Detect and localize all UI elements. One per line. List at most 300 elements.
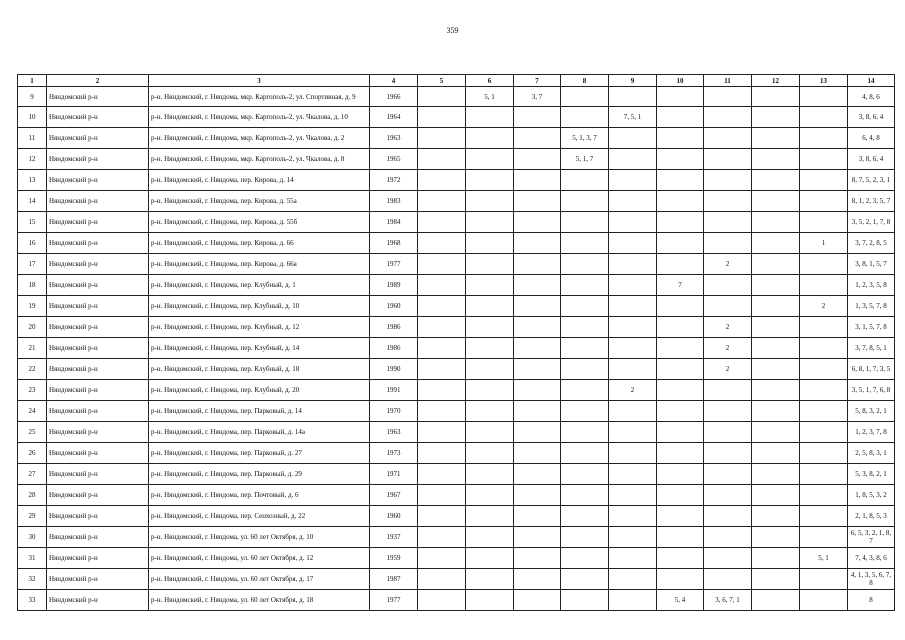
table-cell [418, 590, 466, 611]
table-cell: р-н. Няндомский, г. Няндома, пер. Почтовый, д. 6 [149, 485, 370, 506]
table-cell: 3, 5, 2, 1, 7, 8 [848, 212, 895, 233]
table-cell [657, 338, 704, 359]
table-cell [418, 233, 466, 254]
table-cell [752, 296, 800, 317]
table-cell: 4, 8, 6 [848, 87, 895, 107]
table-cell: р-н. Няндомский, г. Няндома, пер. Парковый, д. 14 [149, 401, 370, 422]
table-cell [704, 422, 752, 443]
table-cell [609, 170, 657, 191]
table-cell [800, 485, 848, 506]
table-cell [514, 443, 561, 464]
table-cell [514, 506, 561, 527]
table-row [18, 317, 895, 338]
table-cell [609, 443, 657, 464]
table-cell [514, 233, 561, 254]
table-cell [752, 233, 800, 254]
table-cell: Няндомский р-н [47, 359, 149, 380]
table-cell [466, 233, 514, 254]
table-cell [752, 254, 800, 275]
table-cell: 3, 7, 8, 5, 1 [848, 338, 895, 359]
table-cell [752, 464, 800, 485]
table-cell: 1, 2, 3, 5, 8 [848, 275, 895, 296]
table-cell [514, 254, 561, 275]
table-cell [561, 191, 609, 212]
table-cell [657, 443, 704, 464]
table-cell: 5, 1 [466, 87, 514, 107]
table-cell: 6, 5, 3, 2, 1, 8, 7 [848, 527, 895, 548]
table-cell [752, 87, 800, 107]
table-cell [752, 170, 800, 191]
table-cell [418, 422, 466, 443]
table-cell: 9 [18, 87, 47, 107]
table-cell: 31 [18, 548, 47, 569]
table-cell [657, 527, 704, 548]
table-cell: 1968 [370, 233, 418, 254]
table-cell [466, 170, 514, 191]
table-cell [609, 317, 657, 338]
table-cell: 18 [18, 275, 47, 296]
table-cell: 28 [18, 485, 47, 506]
table-cell: р-н. Няндомский, г. Няндома, пер. Клубный, д. 12 [149, 317, 370, 338]
table-cell: 29 [18, 506, 47, 527]
column-header: 2 [47, 75, 149, 87]
table-cell [466, 422, 514, 443]
table-row [18, 296, 895, 317]
table-cell [514, 191, 561, 212]
table-cell [752, 317, 800, 338]
table-cell [514, 338, 561, 359]
table-cell [418, 87, 466, 107]
table-cell: р-н. Няндомский, г. Няндома, ул. 60 лет Октября, д. 18 [149, 590, 370, 611]
table-cell: 19 [18, 296, 47, 317]
table-cell [418, 191, 466, 212]
table-cell: 1959 [370, 548, 418, 569]
table-cell [418, 527, 466, 548]
table-row [18, 128, 895, 149]
table-cell: 1987 [370, 569, 418, 590]
table-cell [752, 149, 800, 170]
table-cell [466, 590, 514, 611]
table-cell: 6, 4, 8 [848, 128, 895, 149]
table-cell: 1965 [370, 149, 418, 170]
table-cell: Няндомский р-н [47, 87, 149, 107]
table-cell [752, 191, 800, 212]
table-cell: р-н. Няндомский, г. Няндома, мкр. Каргополь-2, ул. Чкалова, д. 2 [149, 128, 370, 149]
table-cell [752, 128, 800, 149]
table-cell: р-н. Няндомский, г. Няндома, пер. Кирова, д. 66а [149, 254, 370, 275]
table-cell [752, 422, 800, 443]
table-cell: 7, 5, 1 [609, 107, 657, 128]
table-header [18, 75, 895, 87]
table-cell: 1986 [370, 317, 418, 338]
table-cell [752, 212, 800, 233]
table-cell [800, 506, 848, 527]
table-cell: Няндомский р-н [47, 506, 149, 527]
table-cell: 1937 [370, 527, 418, 548]
table-cell: 8, 1, 2, 3, 5, 7 [848, 191, 895, 212]
table-cell [514, 170, 561, 191]
table-cell [704, 107, 752, 128]
table-cell [418, 569, 466, 590]
table-cell: 2 [704, 254, 752, 275]
table-cell [800, 107, 848, 128]
table-cell [561, 338, 609, 359]
table-cell [657, 191, 704, 212]
table-cell [609, 338, 657, 359]
table-cell [418, 149, 466, 170]
table-cell [752, 506, 800, 527]
table-row [18, 254, 895, 275]
table-cell [800, 359, 848, 380]
table-cell: 1, 2, 3, 7, 8 [848, 422, 895, 443]
table-cell: Няндомский р-н [47, 254, 149, 275]
table-cell: 5, 3, 8, 2, 1 [848, 464, 895, 485]
column-header: 11 [704, 75, 752, 87]
table-cell: 2 [800, 296, 848, 317]
table-row [18, 380, 895, 401]
table-cell [704, 128, 752, 149]
table-cell: 1, 8, 5, 3, 2 [848, 485, 895, 506]
table-cell [561, 87, 609, 107]
table-cell [800, 338, 848, 359]
table-cell: 5, 8, 3, 2, 1 [848, 401, 895, 422]
table-cell [800, 87, 848, 107]
table-cell: Няндомский р-н [47, 590, 149, 611]
table-cell: 3, 6, 7, 1 [704, 590, 752, 611]
table-cell [609, 464, 657, 485]
table-cell: р-н. Няндомский, г. Няндома, ул. 60 лет Октября, д. 12 [149, 548, 370, 569]
table-cell: 3, 1, 5, 7, 8 [848, 317, 895, 338]
table-cell: 1973 [370, 443, 418, 464]
table-cell: Няндомский р-н [47, 527, 149, 548]
column-header: 10 [657, 75, 704, 87]
table-cell [514, 359, 561, 380]
table-row [18, 590, 895, 611]
column-header: 5 [418, 75, 466, 87]
table-cell [704, 191, 752, 212]
table-cell: 11 [18, 128, 47, 149]
table-cell: 20 [18, 317, 47, 338]
table-cell [704, 548, 752, 569]
table-cell: 21 [18, 338, 47, 359]
table-cell [418, 317, 466, 338]
table-row [18, 506, 895, 527]
table-cell [752, 275, 800, 296]
table-cell [466, 527, 514, 548]
table-cell: 4, 1, 3, 5, 6, 7, 8 [848, 569, 895, 590]
table-row [18, 191, 895, 212]
table-cell: 1 [800, 233, 848, 254]
table-cell: 1960 [370, 296, 418, 317]
table-cell [800, 527, 848, 548]
table-cell [561, 401, 609, 422]
table-cell: 1971 [370, 464, 418, 485]
table-cell [609, 128, 657, 149]
table-cell [514, 548, 561, 569]
table-cell: Няндомский р-н [47, 107, 149, 128]
column-header: 1 [18, 75, 47, 87]
table-cell [609, 590, 657, 611]
table-cell [800, 464, 848, 485]
table-cell: 5, 4 [657, 590, 704, 611]
table-cell [514, 149, 561, 170]
table-cell [466, 149, 514, 170]
table-cell [704, 149, 752, 170]
table-cell: Няндомский р-н [47, 464, 149, 485]
table-cell [466, 548, 514, 569]
table-cell: 1991 [370, 380, 418, 401]
table-cell [466, 485, 514, 506]
table-cell: р-н. Няндомский, г. Няндома, пер. Кирова, д. 55б [149, 212, 370, 233]
table-cell [657, 548, 704, 569]
table-cell: 7, 4, 3, 8, 6 [848, 548, 895, 569]
table-cell: р-н. Няндомский, г. Няндома, ул. 60 лет Октября, д. 17 [149, 569, 370, 590]
table-cell [752, 401, 800, 422]
table-cell [609, 548, 657, 569]
table-cell: Няндомский р-н [47, 233, 149, 254]
column-header: 9 [609, 75, 657, 87]
table-cell [704, 296, 752, 317]
table-cell [752, 590, 800, 611]
table-cell: 24 [18, 401, 47, 422]
table-cell: 3, 8, 6, 4 [848, 149, 895, 170]
table-cell [704, 485, 752, 506]
table-cell [466, 212, 514, 233]
table-cell [657, 506, 704, 527]
table-row [18, 443, 895, 464]
table-cell [514, 569, 561, 590]
table-cell [609, 87, 657, 107]
table-cell: 3, 7 [514, 87, 561, 107]
table-cell [800, 590, 848, 611]
table-body [18, 87, 895, 611]
table-cell [657, 422, 704, 443]
table-cell [514, 464, 561, 485]
table-cell: 1963 [370, 422, 418, 443]
table-cell [466, 338, 514, 359]
table-cell: Няндомский р-н [47, 275, 149, 296]
table-cell: 2 [704, 359, 752, 380]
table-cell: 32 [18, 569, 47, 590]
table-cell [561, 380, 609, 401]
table-cell: 1966 [370, 87, 418, 107]
table-cell: Няндомский р-н [47, 212, 149, 233]
table-cell: 26 [18, 443, 47, 464]
table-cell [657, 296, 704, 317]
table-row [18, 359, 895, 380]
table-cell [418, 464, 466, 485]
table-cell: р-н. Няндомский, г. Няндома, пер. Клубный, д. 1 [149, 275, 370, 296]
table-cell: 2, 5, 8, 3, 1 [848, 443, 895, 464]
table-cell [466, 296, 514, 317]
table-cell: 1983 [370, 191, 418, 212]
table-cell [657, 87, 704, 107]
table-cell: 1990 [370, 359, 418, 380]
table-cell [800, 149, 848, 170]
table-cell [561, 506, 609, 527]
table-cell: 12 [18, 149, 47, 170]
table-cell [609, 359, 657, 380]
table-cell: 1967 [370, 485, 418, 506]
table-cell: 23 [18, 380, 47, 401]
table-cell: 5, 1 [800, 548, 848, 569]
table-cell: 1977 [370, 590, 418, 611]
table-cell: р-н. Няндомский, г. Няндома, мкр. Каргополь-2, ул. Спортивная, д. 9 [149, 87, 370, 107]
table-cell [466, 128, 514, 149]
table-cell: 1, 3, 5, 7, 8 [848, 296, 895, 317]
table-cell [704, 275, 752, 296]
table-cell [561, 569, 609, 590]
table-cell [704, 506, 752, 527]
table-cell: р-н. Няндомский, г. Няндома, пер. Клубный, д. 20 [149, 380, 370, 401]
table-cell [418, 506, 466, 527]
table-cell [752, 485, 800, 506]
table-cell [800, 422, 848, 443]
table-cell: р-н. Няндомский, г. Няндома, пер. Клубный, д. 14 [149, 338, 370, 359]
table-cell: Няндомский р-н [47, 380, 149, 401]
table-cell [800, 191, 848, 212]
table-cell [514, 107, 561, 128]
register-table [17, 74, 895, 611]
table-row [18, 149, 895, 170]
table-cell [657, 317, 704, 338]
table-cell [514, 590, 561, 611]
column-header: 3 [149, 75, 370, 87]
table-cell: 1964 [370, 107, 418, 128]
table-cell [418, 380, 466, 401]
table-cell: 25 [18, 422, 47, 443]
table-cell [609, 485, 657, 506]
table-row [18, 485, 895, 506]
table-cell [418, 254, 466, 275]
table-cell [704, 401, 752, 422]
table-cell: 2, 1, 8, 5, 3 [848, 506, 895, 527]
table-cell [418, 107, 466, 128]
table-cell [609, 506, 657, 527]
table-cell: Няндомский р-н [47, 338, 149, 359]
table-cell [466, 506, 514, 527]
table-cell [609, 275, 657, 296]
table-cell [704, 170, 752, 191]
table-cell: 14 [18, 191, 47, 212]
table-cell [466, 569, 514, 590]
table-cell [514, 380, 561, 401]
table-cell [657, 170, 704, 191]
table-cell [609, 296, 657, 317]
table-row [18, 548, 895, 569]
table-cell [514, 317, 561, 338]
table-cell: 2 [704, 317, 752, 338]
column-header: 12 [752, 75, 800, 87]
table-cell [514, 296, 561, 317]
table-cell: Няндомский р-н [47, 191, 149, 212]
table-cell [418, 212, 466, 233]
table-cell: 1963 [370, 128, 418, 149]
table-cell [752, 359, 800, 380]
table-cell: р-н. Няндомский, г. Няндома, пер. Парковый, д. 14а [149, 422, 370, 443]
table-cell [561, 296, 609, 317]
table-cell: 1972 [370, 170, 418, 191]
table-cell [800, 170, 848, 191]
table-cell: 33 [18, 590, 47, 611]
table-cell: 1986 [370, 338, 418, 359]
table-cell: 8 [848, 590, 895, 611]
table-cell [561, 464, 609, 485]
table-cell [561, 212, 609, 233]
table-cell [657, 401, 704, 422]
table-cell: 1984 [370, 212, 418, 233]
table-cell [418, 128, 466, 149]
table-cell [561, 317, 609, 338]
table-cell [752, 569, 800, 590]
table-cell [657, 212, 704, 233]
table-cell: р-н. Няндомский, г. Няндома, пер. Сенхозный, д. 22 [149, 506, 370, 527]
table-cell [514, 422, 561, 443]
table-cell [466, 254, 514, 275]
table-cell [418, 296, 466, 317]
table-cell [561, 485, 609, 506]
table-cell [609, 569, 657, 590]
table-cell [466, 464, 514, 485]
table-cell [609, 149, 657, 170]
table-cell: р-н. Няндомский, г. Няндома, пер. Парковый, д. 27 [149, 443, 370, 464]
table-cell: 22 [18, 359, 47, 380]
table-cell: р-н. Няндомский, г. Няндома, пер. Кирова, д. 14 [149, 170, 370, 191]
table-cell: 3, 7, 2, 8, 5 [848, 233, 895, 254]
table-cell [561, 443, 609, 464]
table-cell [657, 485, 704, 506]
table-row [18, 107, 895, 128]
table-cell: 6, 8, 1, 7, 3, 5 [848, 359, 895, 380]
table-cell [466, 380, 514, 401]
table-cell: р-н. Няндомский, г. Няндома, ул. 60 лет Октября, д. 10 [149, 527, 370, 548]
table-cell [657, 149, 704, 170]
table-row [18, 569, 895, 590]
table-cell [609, 422, 657, 443]
table-cell: Няндомский р-н [47, 569, 149, 590]
table-cell [657, 107, 704, 128]
table-cell [418, 338, 466, 359]
table-cell: 1977 [370, 254, 418, 275]
table-cell [609, 233, 657, 254]
table-cell [609, 191, 657, 212]
table-cell: 3, 8, 6, 4 [848, 107, 895, 128]
column-header: 13 [800, 75, 848, 87]
table-cell [704, 380, 752, 401]
table-cell [800, 569, 848, 590]
table-cell [418, 170, 466, 191]
table-cell: 3, 5, 1, 7, 6, 8 [848, 380, 895, 401]
table-cell [704, 464, 752, 485]
table-cell [752, 107, 800, 128]
table-cell [752, 380, 800, 401]
table-cell [514, 128, 561, 149]
table-cell [514, 401, 561, 422]
table-cell: 17 [18, 254, 47, 275]
table-cell: 30 [18, 527, 47, 548]
table-row [18, 338, 895, 359]
table-cell [561, 527, 609, 548]
table-cell [800, 212, 848, 233]
table-cell [561, 170, 609, 191]
table-row [18, 170, 895, 191]
table-cell [418, 401, 466, 422]
table-cell [704, 233, 752, 254]
table-cell: р-н. Няндомский, г. Няндома, пер. Кирова, д. 55а [149, 191, 370, 212]
table-cell [561, 275, 609, 296]
table-cell [466, 275, 514, 296]
table-cell [466, 191, 514, 212]
